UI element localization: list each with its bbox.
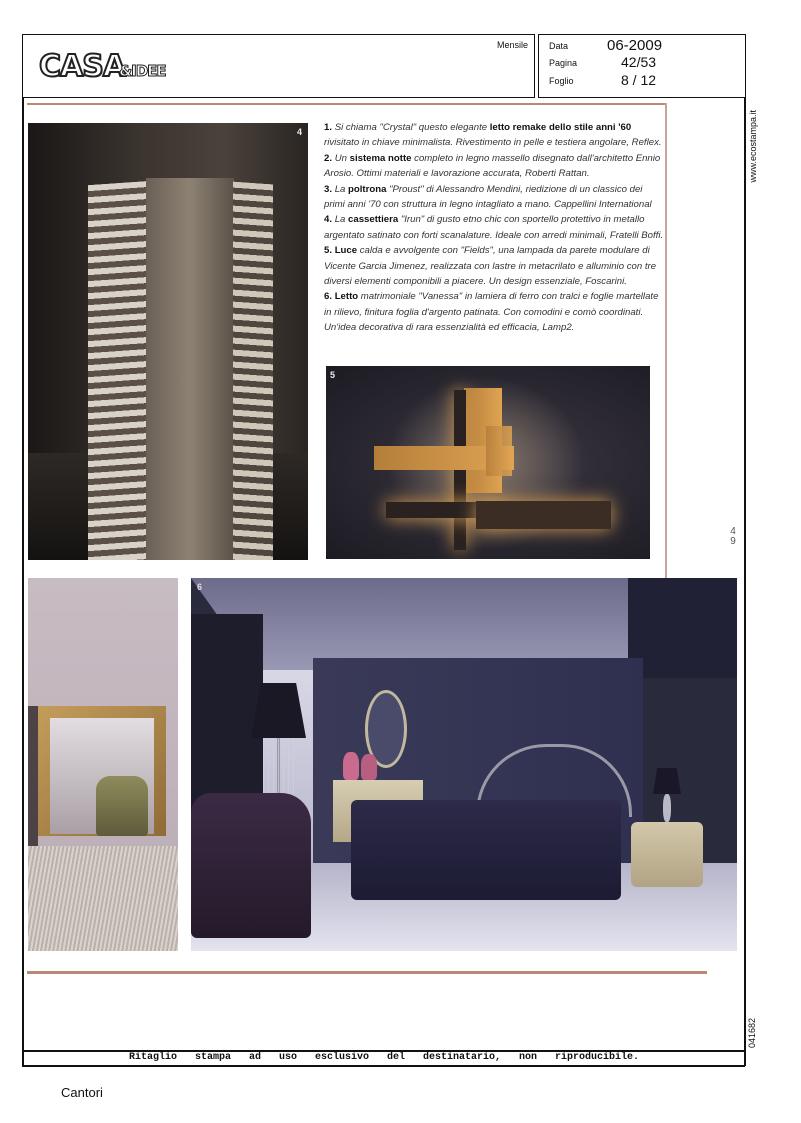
footer-disclaimer: Ritaglio stampa ad uso esclusivo del destinatario, non riproducibile.	[128, 1052, 640, 1063]
photo-wall-lamp	[326, 366, 650, 559]
page-label: Pagina	[549, 58, 578, 68]
magazine-logo	[39, 49, 166, 84]
article-item-3: 3. La poltrona "Proust" di Alessandro Mendini, riedizione di un classico dei primi anni '70 con struttura in legno intagliato a mano. Cappellini International	[324, 183, 652, 211]
periodicity-label: Mensile	[496, 40, 528, 50]
frame-left	[22, 98, 24, 1066]
client-name: Cantori	[61, 1085, 103, 1100]
article-item-6: 6. Letto matrimoniale "Vanessa" in lamiera di ferro con tralci e foglie martellate in rilievo, finitura foglia d'argento patinata. Con comodini e comò coordinati. Un'idea decorativa di rara essenzialità ed efficacia, Lamp2.	[324, 291, 659, 334]
page-number: 49	[730, 526, 736, 547]
article-text	[324, 120, 664, 336]
scan-edge-top	[27, 103, 667, 105]
photo-cabinet	[28, 123, 308, 560]
frame-right	[744, 98, 746, 1066]
masthead-box	[22, 34, 535, 98]
photo-bedroom	[191, 578, 737, 951]
article-item-1: 1. Si chiama "Crystal" questo elegante letto remake dello stile anni '60 rivisitato in chiave minimalista. Rivestimento in pelle e testiera angolare, Reflex.	[324, 122, 662, 149]
photo-mirror-armchair	[28, 578, 178, 951]
side-url: www.ecostampa.it	[748, 110, 758, 183]
side-code: 041682	[747, 1018, 757, 1049]
sheet-value: 8 / 12	[621, 72, 657, 88]
logo-main: CASA	[39, 49, 126, 84]
sheet-label: Foglio	[549, 76, 574, 86]
article-item-5: 5. Luce calda e avvolgente con "Fields", una lampada da parete modulare di Vicente Garcia Jimenez, realizzata con lastre in metacrilato e alluminio con tre diversi elementi componibili a piacere. Un design essenziale, Foscarini.	[324, 245, 657, 288]
photo-tag-4: 4	[296, 127, 302, 137]
photo-tag-5: 5	[330, 370, 336, 380]
page-value: 42/53	[621, 54, 657, 70]
article-item-4: 4. La cassettiera "Irun" di gusto etno chic con sportello protettivo in metallo argentato satinato con forti scanalature. Ideale con arredi minimali, Fratelli Boffi.	[324, 214, 664, 241]
date-label: Data	[549, 41, 569, 51]
article-item-2: 2. Un sistema notte completo in legno massello disegnato dall'architetto Ennio Arosio. Ottimi materiali e lavorazione accurata, Roberti Rattan.	[324, 152, 661, 180]
metadata-box	[538, 34, 746, 98]
logo-sub: &IDEE	[119, 62, 166, 80]
scan-edge-right	[665, 103, 667, 578]
scan-edge-bottom	[27, 971, 707, 974]
photo-tag-6: 6	[197, 582, 203, 592]
frame-bottom	[22, 1065, 745, 1067]
date-value: 06-2009	[607, 37, 663, 54]
